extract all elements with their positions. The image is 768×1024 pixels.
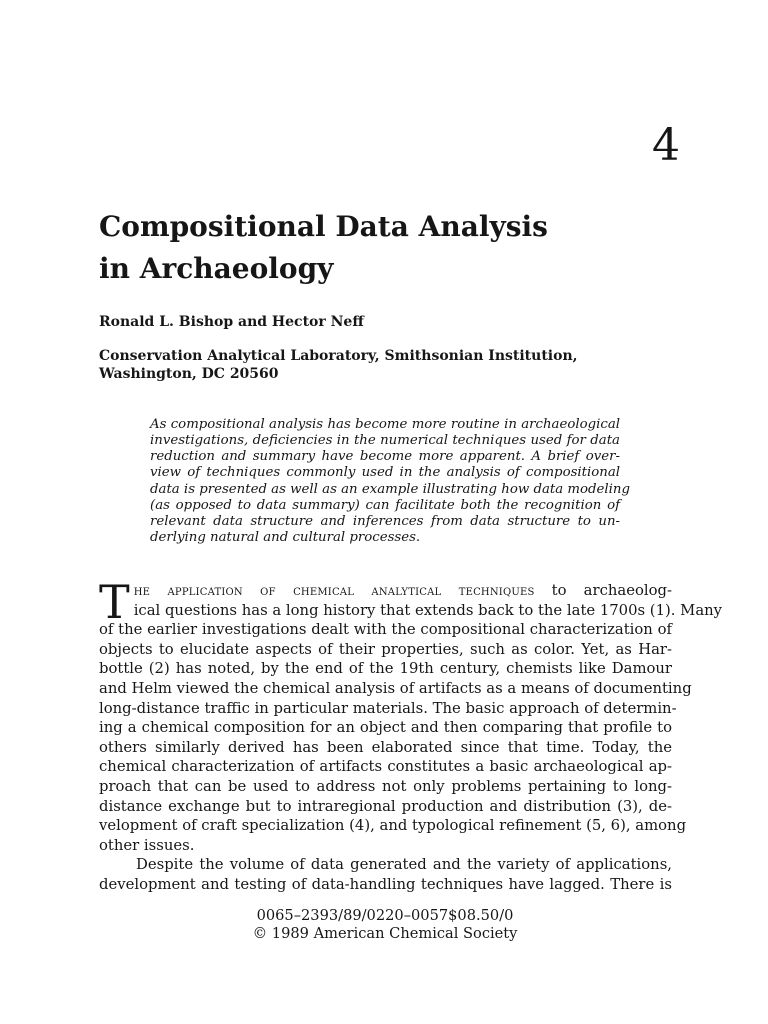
abstract: [150, 417, 630, 546]
abstract-line: derlying natural and cultural processes.: [150, 530, 421, 546]
body-line: others similarly derived has been elaborated since that time. Today, the: [99, 738, 672, 756]
body-line: velopment of craft specialization (4), and typological refinement (5, 6), among: [99, 817, 687, 835]
body-line: chemical characterization of artifacts constitutes a basic archaeological ap-: [99, 758, 672, 776]
authors: Ronald L. Bishop and Hector Neff: [99, 314, 364, 330]
abstract-line: (as opposed to data summary) can facilitate both the recognition of: [150, 497, 620, 513]
body-line: distance exchange but to intraregional production and distribution (3), de-: [99, 797, 672, 815]
body-line: ing a chemical composition for an object and then comparing that profile to: [99, 719, 672, 737]
opening-line-rest: to archaeolog-: [534, 582, 672, 599]
affiliation: [99, 347, 578, 383]
body-text: [99, 575, 723, 895]
abstract-line: investigations, deficiencies in the numerical techniques used for data: [150, 433, 620, 449]
chapter-title-line: Compositional Data Analysis: [99, 210, 548, 243]
abstract-line: As compositional analysis has become more routine in archaeological: [150, 417, 620, 432]
body-line-first: [99, 581, 672, 601]
body-line: bottle (2) has noted, by the end of the 19th century, chemists like Damour: [99, 660, 672, 678]
abstract-line: relevant data structure and inferences from data structure to un-: [150, 513, 620, 529]
body-line: long-distance traffic in particular materials. The basic approach of determin-: [99, 699, 677, 717]
body-line: Despite the volume of data generated and the variety of applications,: [136, 856, 672, 874]
publication-code: 0065–2393/89/0220–0057$08.50/0: [256, 907, 514, 924]
affiliation-line: Conservation Analytical Laboratory, Smithsonian Institution,: [99, 348, 578, 364]
opening-smallcaps: he application of chemical analytical techniques: [133, 582, 535, 599]
body-line: ical questions has a long history that extends back to the late 1700s (1). Many: [133, 601, 723, 619]
body-line: of the earlier investigations dealt with the compositional characterization of: [99, 621, 672, 639]
abstract-line: reduction and summary have become more apparent. A brief over-: [150, 449, 620, 465]
body-line: proach that can be used to address not only problems pertaining to long-: [99, 777, 672, 795]
body-line: objects to elucidate aspects of their properties, such as color. Yet, as Har-: [99, 640, 672, 658]
body-line: development and testing of data-handling techniques have lagged. There is: [99, 875, 672, 893]
copyright-footer: [200, 907, 570, 943]
abstract-line: view of techniques commonly used in the analysis of compositional: [150, 465, 620, 481]
drop-cap: T: [99, 575, 130, 629]
body-line: other issues.: [99, 836, 195, 854]
abstract-line: data is presented as well as an example illustrating how data modeling: [150, 481, 630, 497]
chapter-title: [99, 206, 659, 290]
chapter-number: 4: [652, 120, 680, 171]
copyright-notice: © 1989 American Chemical Society: [252, 925, 518, 942]
affiliation-line: Washington, DC 20560: [99, 366, 279, 382]
body-line: and Helm viewed the chemical analysis of artifacts as a means of documenting: [99, 679, 692, 697]
chapter-title-line: in Archaeology: [99, 252, 334, 285]
